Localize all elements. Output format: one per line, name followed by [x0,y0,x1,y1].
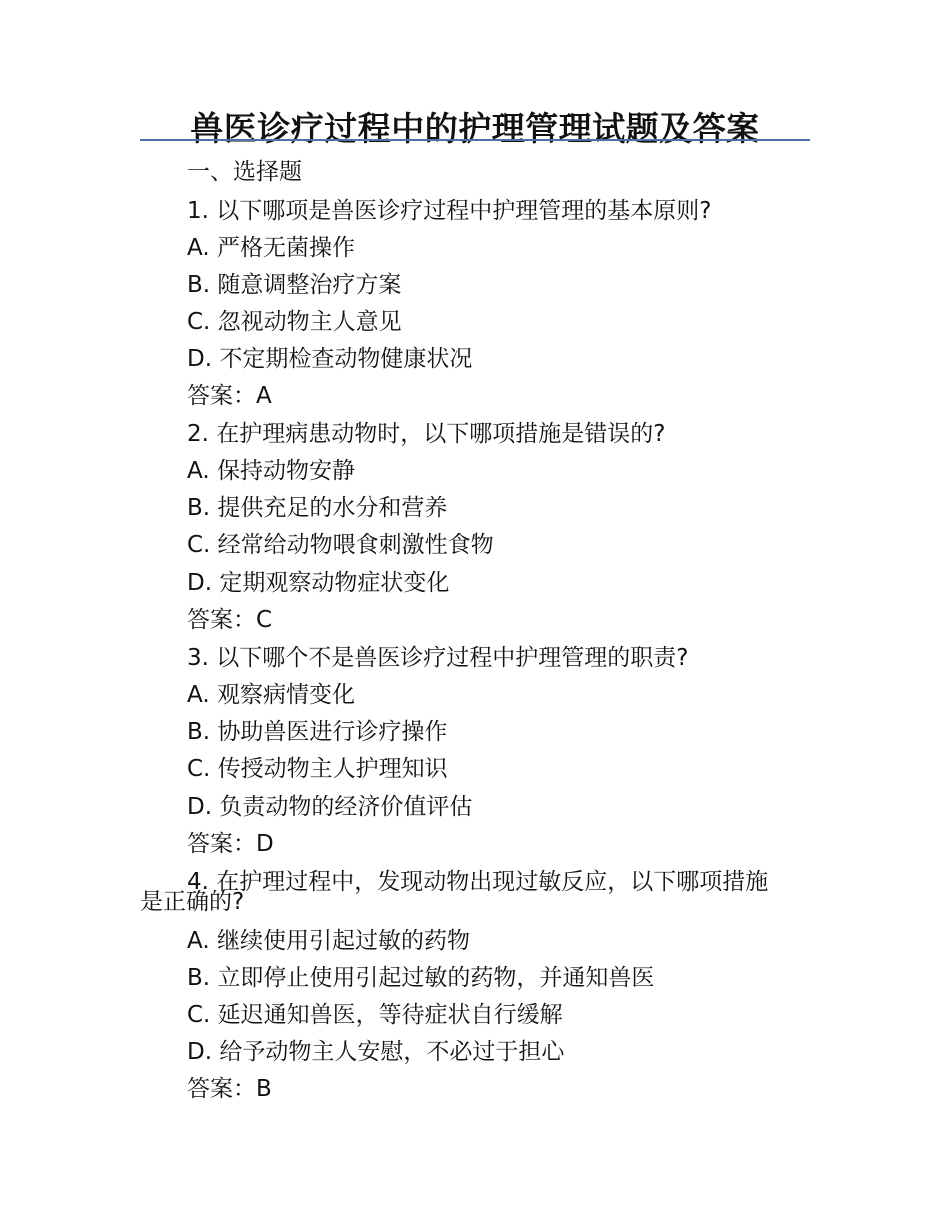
q4-option-d: D. 给予动物主人安慰，不必过于担心 [187,1039,565,1065]
section-heading: 一、选择题 [187,159,302,185]
q3-answer: 答案：D [187,831,274,857]
q4-option-a: A. 继续使用引起过敏的药物 [187,928,470,954]
document-title: 兽医诊疗过程中的护理管理试题及答案 [190,109,760,148]
question-4-continued: 是正确的? [140,889,245,915]
question-3: 3. 以下哪个不是兽医诊疗过程中护理管理的职责? [187,645,689,671]
q2-option-d: D. 定期观察动物症状变化 [187,570,450,596]
q1-option-c: C. 忽视动物主人意见 [187,309,402,335]
question-1: 1. 以下哪项是兽医诊疗过程中护理管理的基本原则? [187,198,712,224]
q2-option-b: B. 提供充足的水分和营养 [187,495,448,521]
q1-option-b: B. 随意调整治疗方案 [187,272,402,298]
q1-answer: 答案：A [187,383,272,409]
q3-option-a: A. 观察病情变化 [187,682,355,708]
q4-option-c: C. 延迟通知兽医，等待症状自行缓解 [187,1002,563,1028]
title-underline [140,139,810,141]
q4-option-b: B. 立即停止使用引起过敏的药物，并通知兽医 [187,965,655,991]
q3-option-b: B. 协助兽医进行诊疗操作 [187,719,448,745]
question-2: 2. 在护理病患动物时，以下哪项措施是错误的? [187,421,666,447]
q1-option-d: D. 不定期检查动物健康状况 [187,346,473,372]
q3-option-d: D. 负责动物的经济价值评估 [187,794,473,820]
q2-answer: 答案：C [187,607,273,633]
question-4: 4. 在护理过程中，发现动物出现过敏反应，以下哪项措施 [187,869,769,895]
q3-option-c: C. 传授动物主人护理知识 [187,756,448,782]
q4-answer: 答案：B [187,1076,272,1102]
q1-option-a: A. 严格无菌操作 [187,235,355,261]
q2-option-a: A. 保持动物安静 [187,458,355,484]
q2-option-c: C. 经常给动物喂食刺激性食物 [187,532,494,558]
